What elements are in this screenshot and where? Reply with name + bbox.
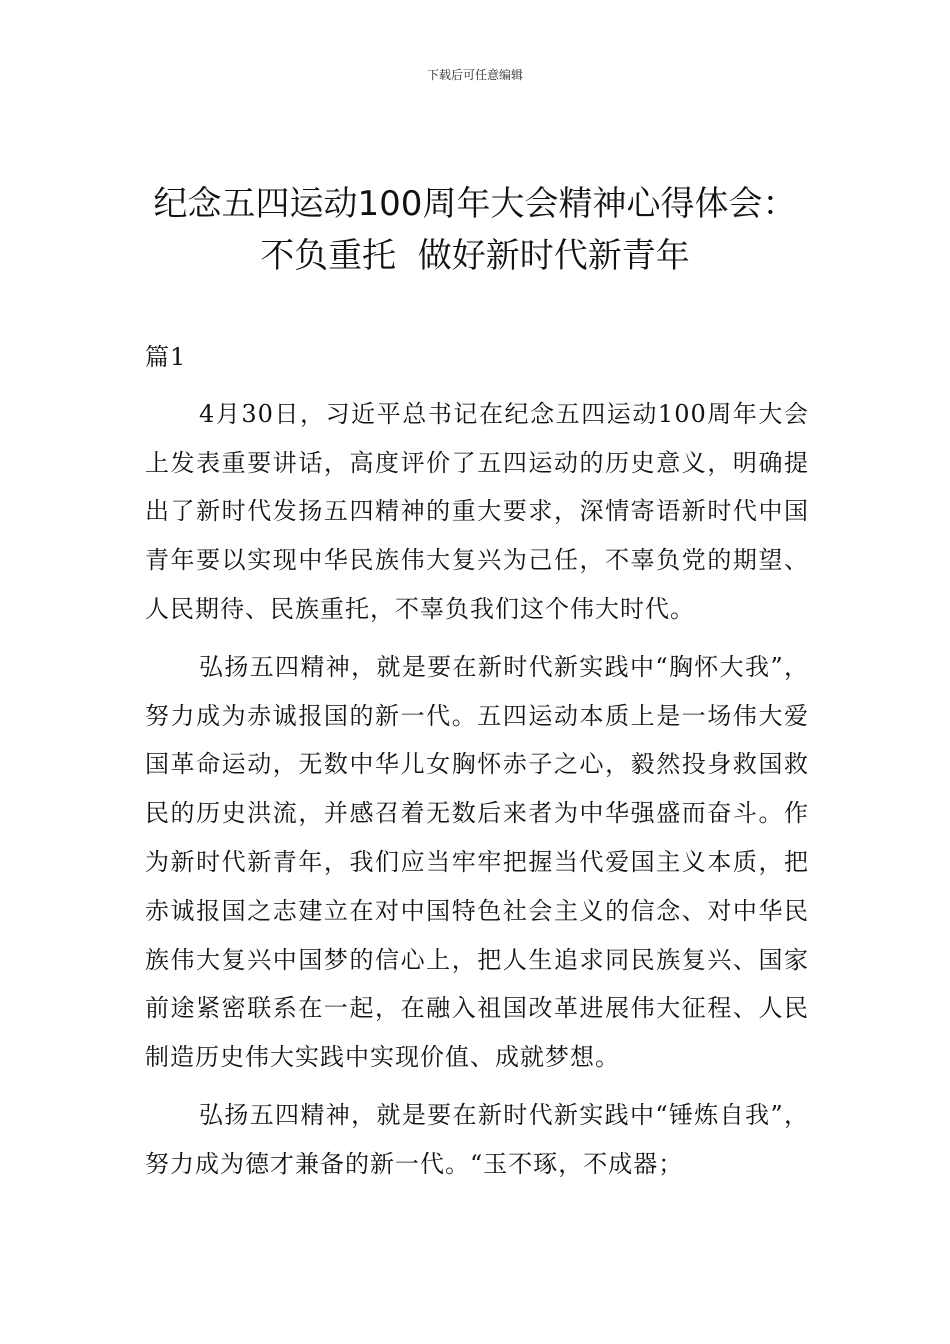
title-line-1: 纪念五四运动100周年大会精神心得体会：: [153, 184, 797, 224]
document-title: [120, 178, 830, 282]
paragraph-2: 弘扬五四精神，就是要在新时代新实践中“胸怀大我”，努力成为赤诚报国的新一代。五四运动本质上是一场伟大爱国革命运动，无数中华儿女胸怀赤子之心，毅然投身救国救民的历史洪流，并感召着无数后来者为中华强盛而奋斗。作为新时代新青年，我们应当牢牢把握当代爱国主义本质，把赤诚报国之志建立在对中国特色社会主义的信念、对中华民族伟大复兴中国梦的信心上，把人生追求同民族复兴、国家前途紧密联系在一起，在融入祖国改革进展伟大征程、人民制造历史伟大实践中实现价值、成就梦想。: [145, 652, 809, 1072]
section-label: 篇1: [145, 343, 187, 371]
title-line-2: 不负重托 做好新时代新青年: [260, 236, 690, 276]
article-body: [145, 333, 809, 1198]
paragraph-3: 弘扬五四精神，就是要在新时代新实践中“锤炼自我”，努力成为德才兼备的新一代。“玉不琢，不成器；: [145, 1100, 809, 1178]
paragraph-1: 4月30日，习近平总书记在纪念五四运动100周年大会上发表重要讲话，高度评价了五四运动的历史意义，明确提出了新时代发扬五四精神的重大要求，深情寄语新时代中国青年要以实现中华民族伟大复兴为己任，不辜负党的期望、人民期待、民族重托，不辜负我们这个伟大时代。: [145, 399, 809, 623]
page-header: 下载后可任意编辑: [426, 68, 523, 82]
